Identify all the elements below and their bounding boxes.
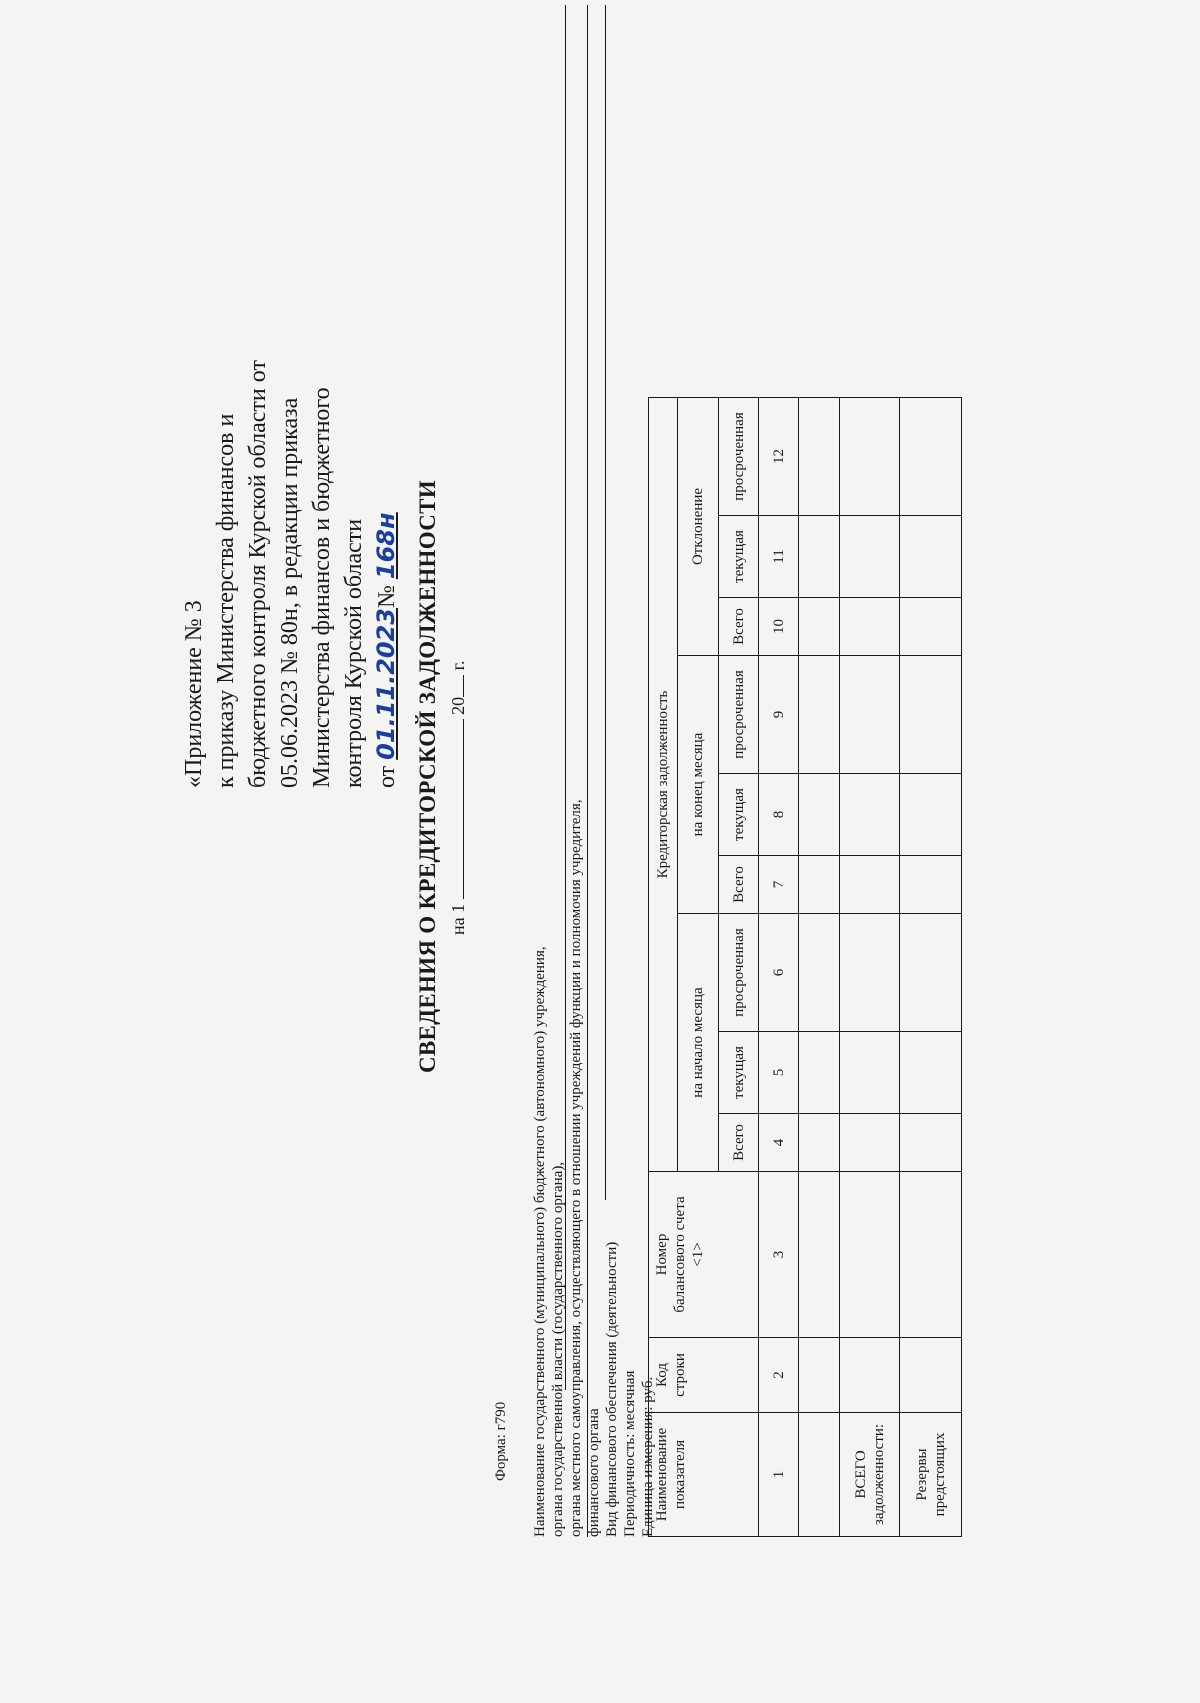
col-number: 1 (759, 1413, 799, 1537)
header-code: Код строки (649, 1338, 759, 1413)
fill-line-organ-2 (587, 5, 588, 1537)
header-current: текущая (719, 1032, 759, 1114)
fill-line-organ (565, 5, 566, 1390)
ident-line: Вид финансового обеспечения (деятельности) (604, 1241, 620, 1537)
document-subtitle (445, 661, 469, 935)
handwritten-number: 168н (372, 512, 400, 580)
subtitle-mid: 20 (448, 696, 468, 715)
appendix-line: Министерства финансов и бюджетного (309, 387, 335, 788)
ident-line: органа местного самоуправления, осуществляющего в отношении учреждений функции и полномочия учредителя, (568, 799, 584, 1537)
row-label-reserves: Резервы предстоящих (900, 1413, 962, 1537)
ident-line: органа государственной власти (государственного органа), (550, 1161, 566, 1537)
header-name: Наименование показателя (649, 1413, 759, 1537)
from-label: от (374, 765, 400, 788)
header-end-month: на конец месяца (678, 656, 719, 914)
ident-block (531, 799, 657, 1537)
appendix-line: 05.06.2023 № 80н, в редакции приказа (277, 397, 303, 788)
creditor-debt-table (648, 397, 962, 1537)
header-creditor-debt: Кредиторская задолженность (649, 398, 678, 1172)
ident-line: Единица измерения: руб. (640, 1376, 656, 1537)
table-row-empty (799, 398, 840, 1537)
header-total: Всего (719, 1114, 759, 1172)
row-label-total: ВСЕГО задолженности: (840, 1413, 900, 1537)
header-total: Всего (719, 856, 759, 914)
header-start-month: на начало месяца (678, 914, 719, 1172)
header-overdue: просроченная (719, 656, 759, 774)
col-number: 4 (759, 1114, 799, 1172)
header-current: текущая (719, 774, 759, 856)
table-row-reserves (900, 398, 962, 1537)
header-overdue: просроченная (719, 914, 759, 1032)
col-number: 6 (759, 914, 799, 1032)
col-number: 9 (759, 656, 799, 774)
header-account: Номер балансового счета <1> (649, 1172, 759, 1338)
appendix-line: к приказу Министерства финансов и (213, 413, 239, 788)
col-number: 5 (759, 1032, 799, 1114)
date-blank (445, 719, 464, 899)
col-number: 2 (759, 1338, 799, 1413)
appendix-date-line (370, 360, 403, 788)
col-number: 10 (759, 598, 799, 656)
header-overdue: просроченная (719, 398, 759, 516)
form-code: Форма: г790 (493, 1401, 509, 1481)
col-number: 8 (759, 774, 799, 856)
column-number-row (759, 398, 799, 1537)
fill-line-activity (605, 5, 606, 1200)
ident-line: Периодичность: месячная (622, 1370, 638, 1537)
subtitle-prefix: на 1 (448, 903, 468, 935)
col-number: 12 (759, 398, 799, 516)
appendix-line: «Приложение № 3 (181, 600, 207, 788)
appendix-line: контроля Курской области (341, 518, 367, 788)
number-label: № (374, 585, 400, 608)
year-blank (445, 675, 464, 697)
header-deviation: Отклонение (678, 398, 719, 656)
subtitle-suffix: г. (448, 660, 468, 671)
ident-line: Наименование государственного (муниципального) бюджетного (автономного) учреждения, (532, 946, 548, 1537)
ident-line: финансового органа (586, 1408, 602, 1537)
header-total: Всего (719, 598, 759, 656)
col-number: 11 (759, 516, 799, 598)
appendix-block (178, 360, 403, 788)
col-number: 3 (759, 1172, 799, 1338)
document-title: СВЕДЕНИЯ О КРЕДИТОРСКОЙ ЗАДОЛЖЕННОСТИ (415, 480, 440, 1073)
handwritten-date: 01.11.2023 (372, 608, 400, 760)
table-row-total (840, 398, 900, 1537)
col-number: 7 (759, 856, 799, 914)
appendix-line: бюджетного контроля Курской области от (245, 360, 271, 788)
header-current: текущая (719, 516, 759, 598)
